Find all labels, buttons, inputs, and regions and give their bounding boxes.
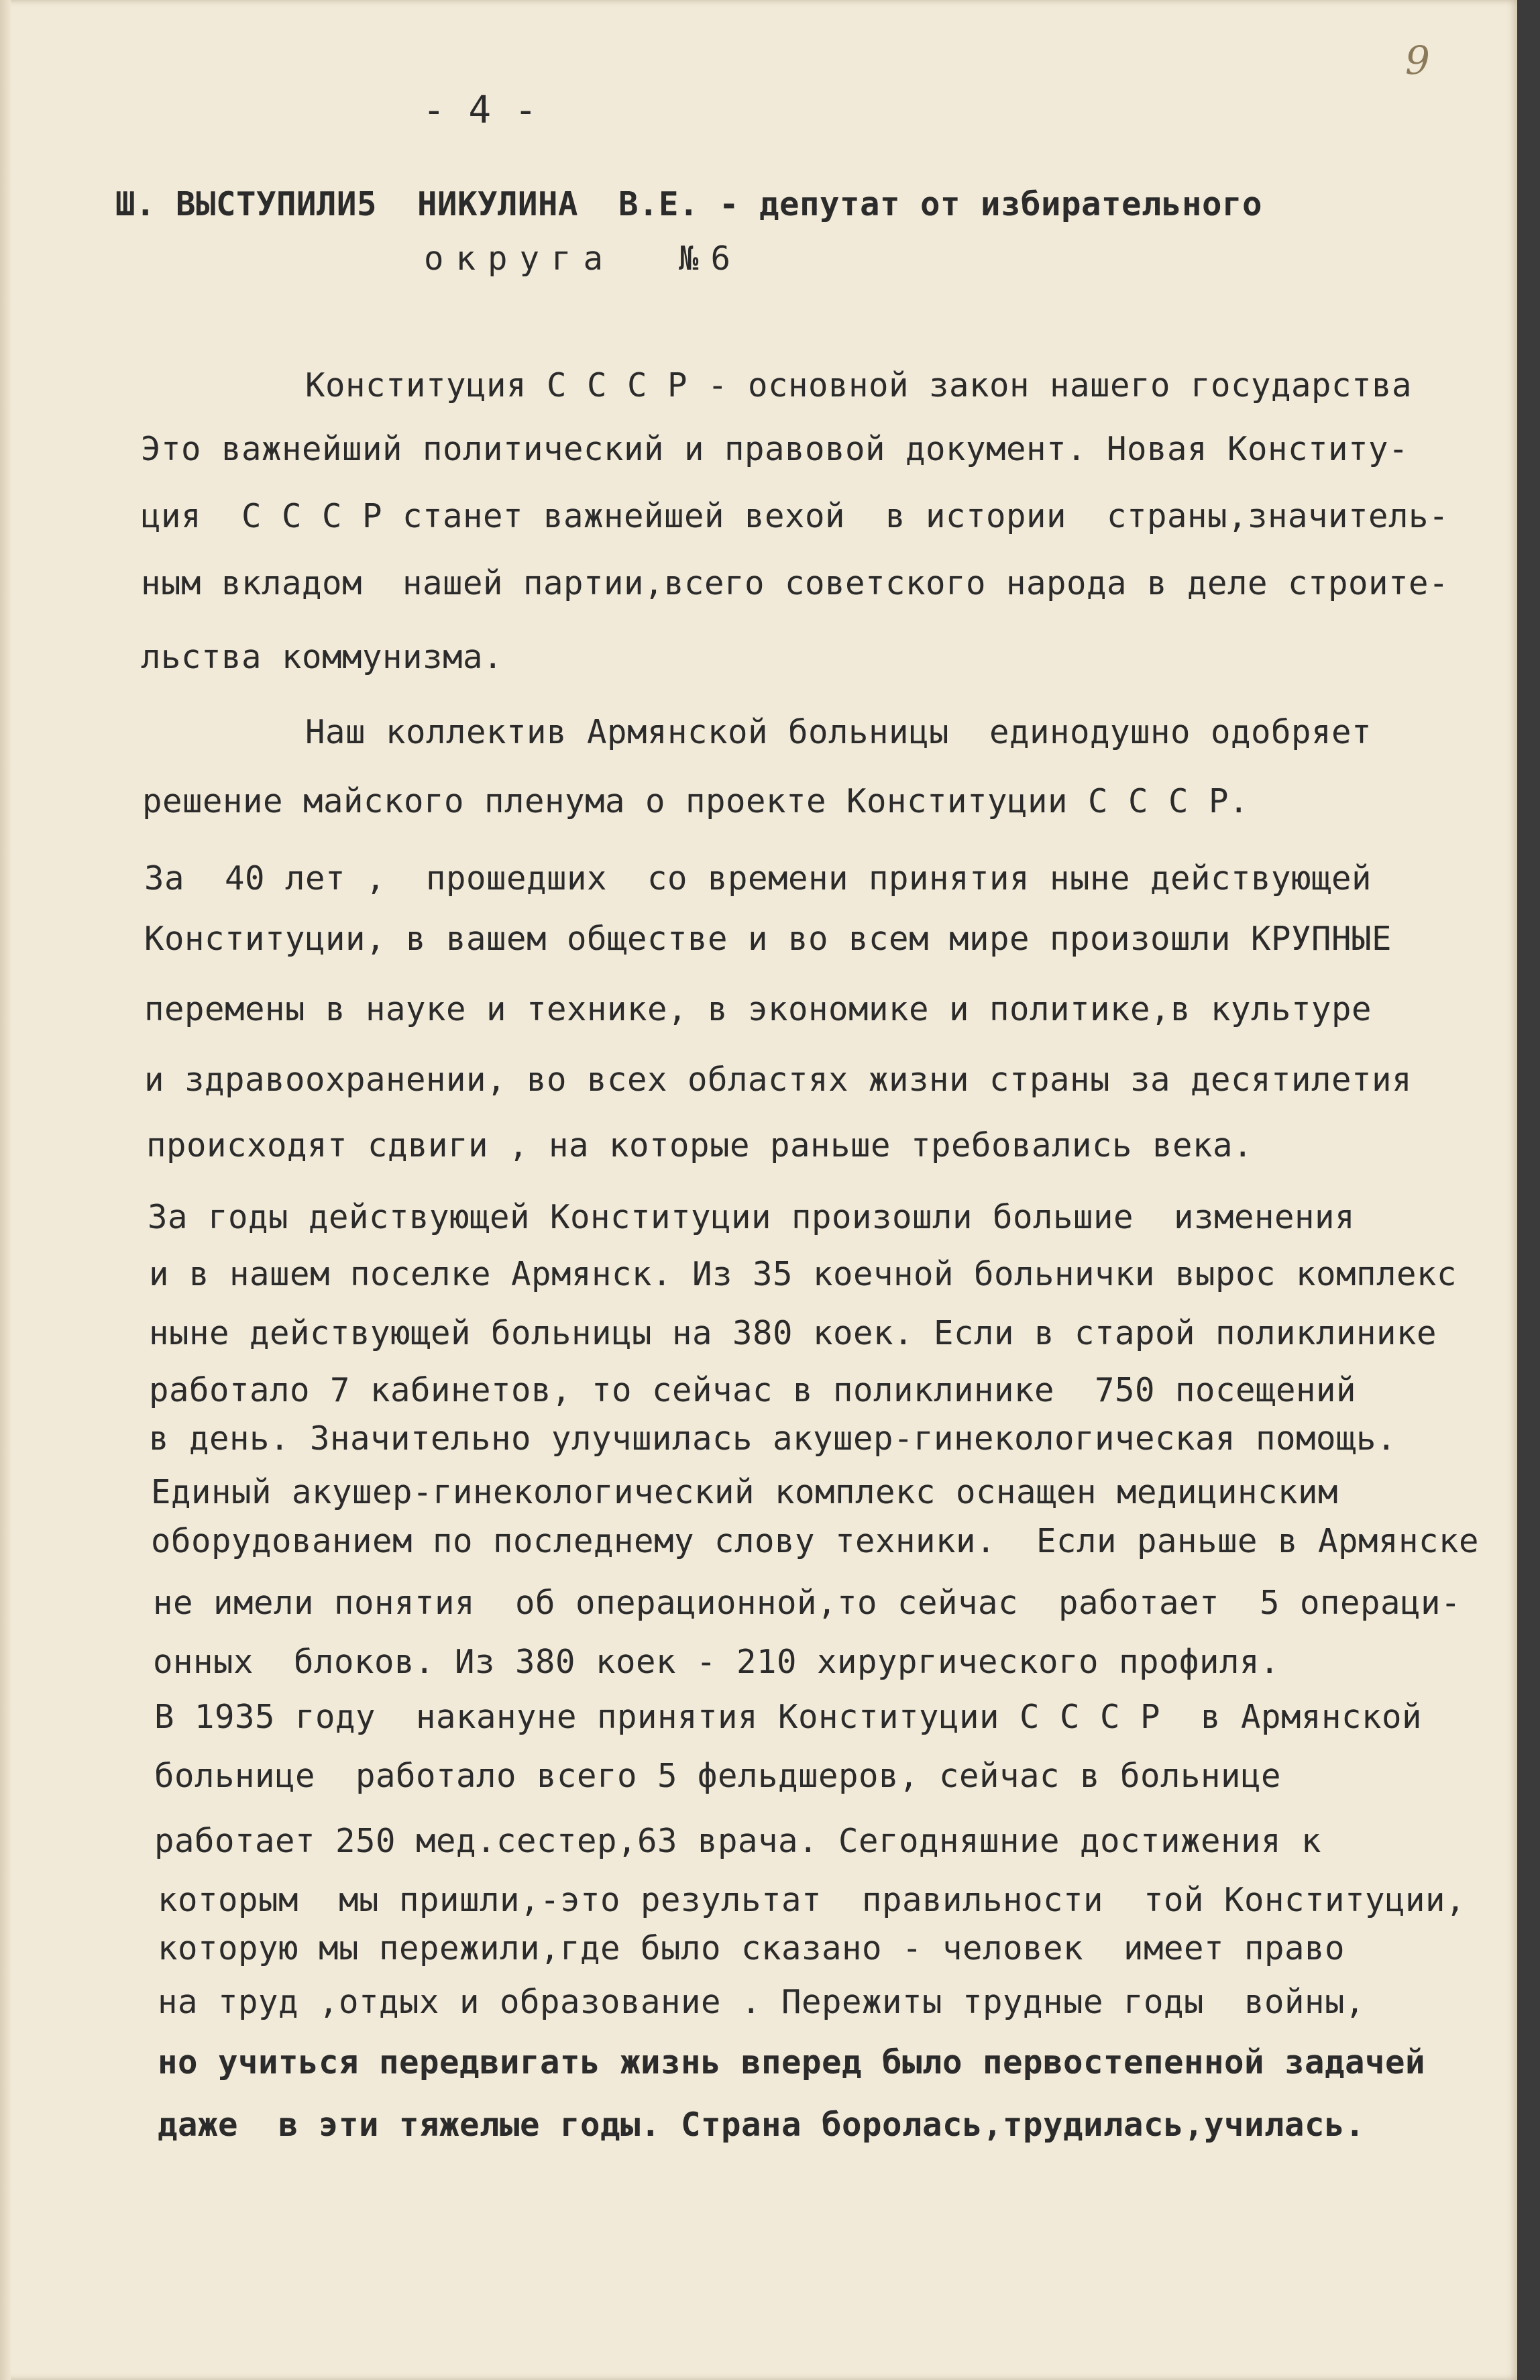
text-line: В 1935 году накануне принятия Конституции С С С Р в Армянской [154,1698,1423,1736]
text-line: работает 250 мед.сестер,63 врача. Сегодняшние достижения к [154,1822,1322,1860]
text-line: больнице работало всего 5 фельдшеров, сейчас в больнице [154,1757,1282,1795]
text-line: Наш коллектив Армянской больницы единодушно одобряет [305,713,1372,751]
text-line: но учиться передвигать жизнь вперед было первостепенной задачей [158,2043,1426,2081]
text-line: перемены в науке и технике, в экономике и политике,в культуре [144,990,1372,1028]
heading-district: округа №6 [424,239,743,278]
text-line: льства коммунизма. [141,638,504,676]
page-edge [0,0,11,2380]
page-number: - 4 - [423,89,538,132]
text-line: За 40 лет , прошедших со времени принятия ныне действующей [144,859,1372,898]
text-line: Единый акушер-гинекологический комплекс оснащен медицинским [151,1473,1339,1511]
text-line: онных блоков. Из 380 коек - 210 хирургического профиля. [153,1643,1280,1681]
text-line: и здравоохранении, во всех областях жизни страны за десятилетия [144,1061,1413,1099]
text-line: решение майского пленума о проекте Конституции С С С Р. [142,782,1250,820]
text-line: оборудованием по последнему слову техники. Если раньше в Армянске [151,1522,1480,1560]
text-line: которым мы пришли,-это результат правильности той Конституции, [158,1881,1466,1919]
text-line: и в нашем поселке Армянск. Из 35 коечной больнички вырос комплекс [149,1255,1458,1293]
text-line: Конституция С С С Р - основной закон нашего государства [305,366,1413,404]
text-line: ция С С С Р станет важнейшей вехой в истории страны,значитель- [141,497,1449,535]
text-line: Конституции, в вашем обществе и во всем мире произошли КРУПНЫЕ [144,920,1392,958]
archive-page-mark: 9 [1405,38,1431,83]
text-line: работало 7 кабинетов, то сейчас в поликлинике 750 посещений [149,1371,1357,1409]
text-line: в день. Значительно улучшилась акушер-гинекологическая помощь. [149,1419,1397,1458]
heading-speaker: Ш. ВЫСТУПИЛИ5 НИКУЛИНА В.Е. - депутат от избирательного [115,185,1263,223]
text-line: на труд ,отдых и образование . Пережиты трудные годы войны, [158,1983,1366,2021]
text-line: даже в эти тяжелые годы. Страна боролась,трудилась,училась. [158,2106,1366,2144]
text-line: За годы действующей Конституции произошли большие изменения [148,1198,1356,1236]
text-line: Это важнейший политический и правовой документ. Новая Конститу- [141,430,1409,468]
text-line: происходят сдвиги , на которые раньше требовались века. [146,1126,1254,1165]
text-line: ныне действующей больницы на 380 коек. Если в старой поликлинике [149,1314,1437,1352]
text-line: ным вкладом нашей партии,всего советского народа в деле строите- [141,564,1449,602]
text-line: не имели понятия об операционной,то сейчас работает 5 операци- [153,1584,1462,1622]
text-line: которую мы пережили,где было сказано - человек имеет право [158,1929,1345,1967]
